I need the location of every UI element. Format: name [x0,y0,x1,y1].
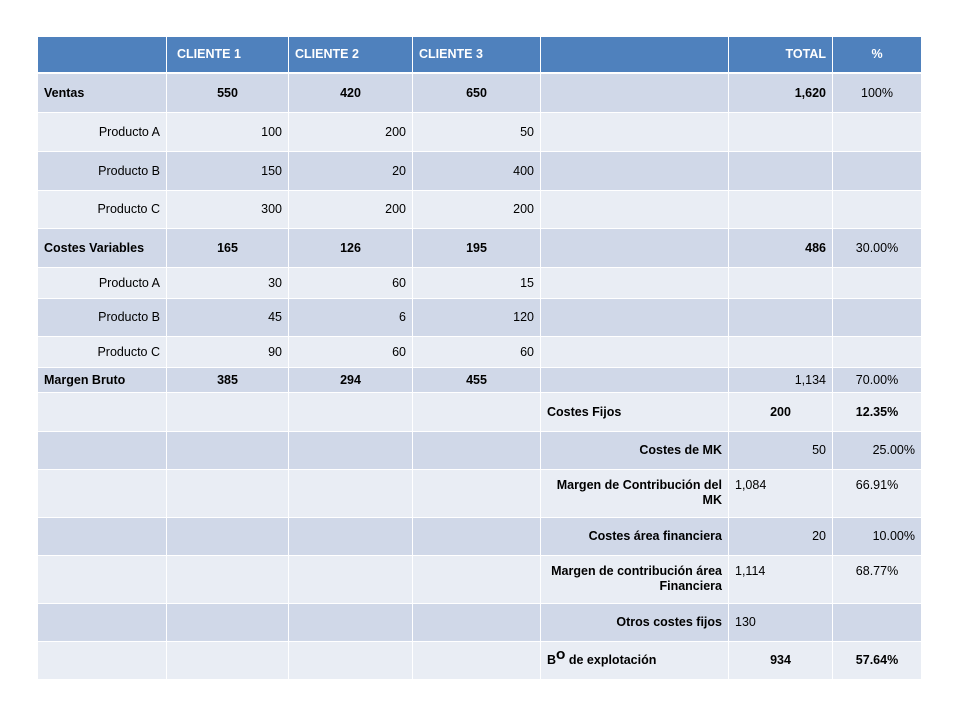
cell-cliente-2 [289,470,413,518]
cell-percent: 30.00% [833,229,922,268]
cell-total: 486 [729,229,833,268]
header-cell [541,37,729,74]
cell-cliente-3: 650 [413,74,541,113]
cell-cliente-3: 50 [413,113,541,152]
table-row [38,432,922,470]
cell-cliente-3 [413,432,541,470]
cell-percent: 10.00% [833,518,922,556]
cell-cliente-3: 195 [413,229,541,268]
cell-cliente-1: 45 [167,299,289,337]
header-cliente-1: CLIENTE 1 [167,37,289,74]
cell-percent: 70.00% [833,368,922,393]
cell-cliente-2: 6 [289,299,413,337]
cell-cliente-2: 294 [289,368,413,393]
row-label [38,604,167,642]
cell-concept [541,368,729,393]
cell-total: 1,084 [729,470,833,518]
header-cliente-3: CLIENTE 3 [413,37,541,74]
cell-cliente-1 [167,556,289,604]
cell-percent: 12.35% [833,393,922,432]
table-row [38,152,922,191]
cell-percent [833,113,922,152]
cell-concept [541,337,729,368]
row-label: Producto A [38,113,167,152]
cell-concept [541,191,729,229]
cell-cliente-2 [289,604,413,642]
header-percent: % [833,37,922,74]
cell-cliente-1: 30 [167,268,289,299]
cell-cliente-2: 200 [289,113,413,152]
cell-total: 20 [729,518,833,556]
header-row [38,37,922,74]
row-label [38,432,167,470]
table-row [38,393,922,432]
row-label: Producto C [38,337,167,368]
row-label: Costes Variables [38,229,167,268]
cell-percent [833,268,922,299]
cell-cliente-2: 200 [289,191,413,229]
cell-cliente-2 [289,432,413,470]
cell-cliente-1 [167,604,289,642]
cell-concept [541,113,729,152]
cell-percent: 68.77% [833,556,922,604]
cell-cliente-2: 60 [289,337,413,368]
cost-analysis-table [38,37,922,680]
cell-cliente-1: 385 [167,368,289,393]
cell-concept [541,74,729,113]
row-label [38,642,167,680]
cell-cliente-3 [413,393,541,432]
cell-percent [833,299,922,337]
table-row [38,299,922,337]
cell-concept [541,299,729,337]
cell-concept [541,152,729,191]
cell-cliente-1 [167,393,289,432]
cell-cliente-2: 20 [289,152,413,191]
row-label [38,556,167,604]
row-label: Producto B [38,299,167,337]
cell-cliente-1: 165 [167,229,289,268]
cell-cliente-1: 150 [167,152,289,191]
cell-cliente-3 [413,642,541,680]
cell-cliente-1 [167,470,289,518]
cell-total [729,191,833,229]
table-row [38,74,922,113]
row-label [38,518,167,556]
cell-cliente-2 [289,556,413,604]
table-row [38,470,922,518]
cell-cliente-3 [413,604,541,642]
cell-cliente-3 [413,470,541,518]
cell-cliente-3: 15 [413,268,541,299]
cell-concept: Costes de MK [541,432,729,470]
cell-cliente-1: 300 [167,191,289,229]
bo-superscript: O [556,648,566,662]
cell-cliente-3 [413,518,541,556]
table-row [38,229,922,268]
cell-cliente-3 [413,556,541,604]
cell-cliente-1 [167,518,289,556]
cell-cliente-3: 455 [413,368,541,393]
cell-concept [541,642,729,680]
row-label [38,470,167,518]
cell-cliente-1 [167,642,289,680]
cell-percent: 66.91% [833,470,922,518]
cell-percent: 25.00% [833,432,922,470]
cell-percent: 57.64% [833,642,922,680]
cell-concept: Otros costes fijos [541,604,729,642]
cell-cliente-3: 400 [413,152,541,191]
bo-b: B [547,653,557,667]
row-label: Margen Bruto [38,368,167,393]
cell-cliente-1: 550 [167,74,289,113]
table-row [38,113,922,152]
table-row [38,268,922,299]
cell-cliente-1: 90 [167,337,289,368]
row-label: Ventas [38,74,167,113]
cell-cliente-2: 60 [289,268,413,299]
row-label [38,393,167,432]
cell-cliente-2 [289,518,413,556]
table-row [38,337,922,368]
header-cliente-2: CLIENTE 2 [289,37,413,74]
cell-total [729,113,833,152]
cell-concept: Margen de contribución área Financiera [541,556,729,604]
cell-total: 1,114 [729,556,833,604]
table-row [38,518,922,556]
row-label: Producto C [38,191,167,229]
cell-total [729,299,833,337]
table-row [38,642,922,680]
cell-percent [833,191,922,229]
cell-percent [833,604,922,642]
cell-cliente-2: 126 [289,229,413,268]
table-row [38,191,922,229]
cell-concept [541,268,729,299]
row-label: Producto B [38,152,167,191]
cell-concept: Costes área financiera [541,518,729,556]
table-row [38,368,922,393]
cell-percent [833,337,922,368]
cell-total: 934 [729,642,833,680]
cell-total: 1,134 [729,368,833,393]
table-row [38,556,922,604]
cell-total: 130 [729,604,833,642]
cell-cliente-1: 100 [167,113,289,152]
cell-cliente-3: 120 [413,299,541,337]
cell-percent: 100% [833,74,922,113]
cell-total [729,268,833,299]
cell-cliente-2 [289,642,413,680]
header-cell [38,37,167,74]
cell-cliente-3: 60 [413,337,541,368]
cell-total: 50 [729,432,833,470]
table-row [38,604,922,642]
cell-percent [833,152,922,191]
cell-total: 200 [729,393,833,432]
cell-total: 1,620 [729,74,833,113]
cell-cliente-1 [167,432,289,470]
cell-total [729,152,833,191]
cell-concept [541,229,729,268]
cell-cliente-2: 420 [289,74,413,113]
cell-cliente-3: 200 [413,191,541,229]
cell-concept: Costes Fijos [541,393,729,432]
bo-rest: de explotación [565,653,657,667]
row-label: Producto A [38,268,167,299]
cell-cliente-2 [289,393,413,432]
header-total: TOTAL [729,37,833,74]
cell-total [729,337,833,368]
cell-concept: Margen de Contribución del MK [541,470,729,518]
